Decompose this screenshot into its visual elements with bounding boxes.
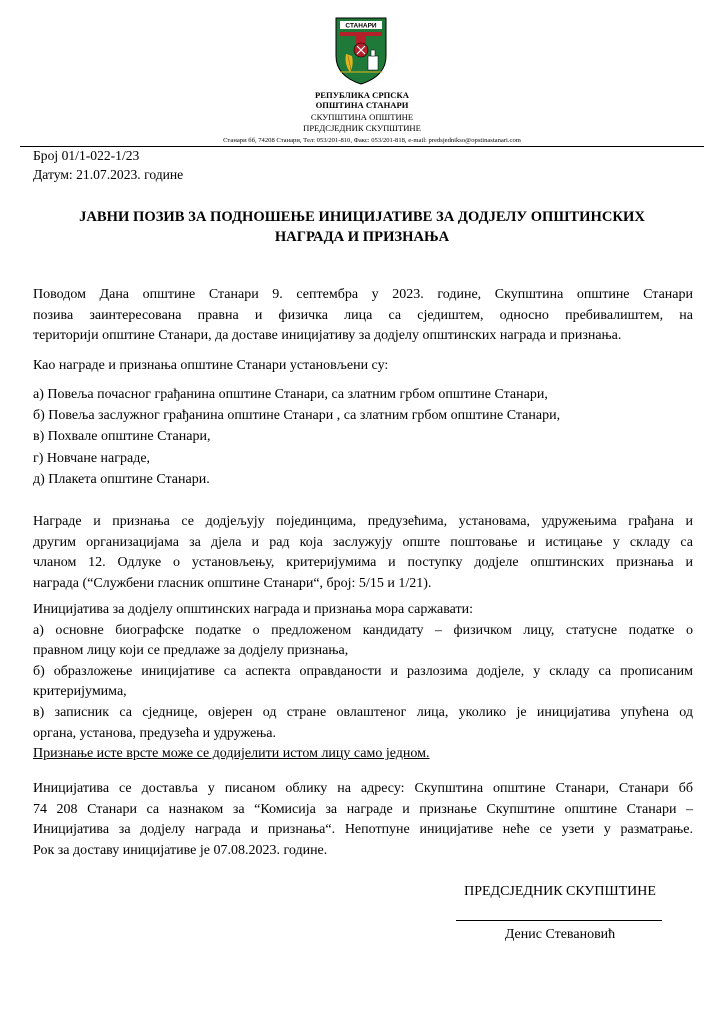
intro-paragraph — [33, 285, 693, 347]
content-note: Признање исте врсте може се додијелити истом лицу само једном. — [33, 746, 430, 762]
award-item: д) Плакета општине Станари. — [33, 471, 210, 487]
awarded-to-line: награда (“Службени гласник општине Станари“, број: 5/15 и 1/21). — [33, 575, 432, 591]
awards-intro: Као награде и признања општине Станари установљени су: — [33, 358, 389, 373]
initiative-content — [33, 600, 693, 765]
content-item-c-cont: органа, установа, предузећа и удружења. — [33, 725, 277, 741]
header-president-office: ПРЕДСЈЕДНИК СКУПШТИНЕ — [303, 123, 421, 133]
header-address-line: Станари бб, 74208 Станари, Тел: 053/201-810, Факс: 053/201-818, e-mail: predsjedniksо@opstinastanari.com — [223, 137, 521, 144]
content-item-c: в) записник са сједнице, овјерен од стране овлаштеног лица, уколико је иницијатива упућена од — [33, 704, 693, 720]
intro-line: Поводом Дана општине Станари 9. септембра у 2023. године, Скупштина општине Станари — [33, 287, 693, 302]
submission-line: Иницијатива за додјелу награда и признања“. Непотпуне иницијативе неће се узети у разматрање. — [33, 822, 693, 838]
header-republic: РЕПУБЛИКА СРПСКА — [315, 90, 409, 100]
awards-list — [33, 384, 693, 490]
content-item-b: б) образложење иницијативе са аспекта оправданости и разлозима додјеле, у складу са прописаним — [33, 663, 693, 679]
award-item: в) Похвале општине Станари, — [33, 429, 211, 445]
award-item: б) Повеља заслужног грађанина општине Станари , са златним грбом општине Станари, — [33, 408, 561, 424]
document-date: Датум: 21.07.2023. године — [33, 167, 184, 182]
intro-line: територији општине Станари, да доставе иницијативу за додјелу општинских награда и признања. — [33, 328, 622, 344]
content-item-a: а) основне биографске податке о предложеном кандидату – физичком лицу, статусне податке о — [33, 622, 693, 638]
content-item-b-cont: критеријумима, — [33, 684, 127, 700]
award-item: г) Новчане награде, — [33, 450, 151, 466]
header-assembly: СКУПШТИНА ОПШТИНЕ — [310, 112, 414, 122]
content-item-a-cont: правном лицу који се предлаже за додјелу признања, — [33, 643, 349, 659]
document-number: Број 01/1-022-1/23 — [33, 148, 140, 163]
signature-name: Денис Стевановић — [504, 927, 616, 942]
header-municipality: ОПШТИНА СТАНАРИ — [315, 100, 409, 110]
signature-line — [456, 920, 662, 921]
intro-line: позива заинтересована правна и физичка лица са сједиштем, односно пребивалиштем, на — [33, 307, 693, 323]
award-item: а) Повеља почасног грађанина општине Станари, са златним грбом општине Станари, — [33, 387, 548, 402]
title-line-2: НАГРАДА И ПРИЗНАЊА — [274, 229, 450, 245]
title-line-1: ЈАВНИ ПОЗИВ ЗА ПОДНОШЕЊЕ ИНИЦИЈАТИВЕ ЗА ДОДЈЕЛУ ОПШТИНСКИХ — [79, 209, 645, 225]
content-intro: Иницијатива за додјелу општинских награда и признања мора саржавати: — [33, 602, 474, 617]
header-divider — [20, 146, 704, 147]
submission-line: Рок за доставу иницијативе је 07.08.2023. године. — [33, 842, 328, 858]
submission-paragraph — [33, 779, 693, 861]
submission-line: Иницијатива се доставља у писаном облику на адресу: Скупштина општине Станари, Станари бб — [33, 781, 693, 796]
signature-title: ПРЕДСЈЕДНИК СКУПШТИНЕ — [464, 884, 656, 899]
submission-line: 74 208 Станари са назнаком за “Комисија за награде и признање Скупштине општине Станари – — [33, 801, 693, 817]
awarded-to-line: Награде и признања се додјељују појединцима, предузећима, установама, удружењима грађана и — [33, 514, 693, 529]
awarded-to-line: чланом 12. Одлуке о установљењу, критеријумима и поступку додјеле општинских признања и — [33, 555, 693, 571]
document-title — [40, 207, 684, 247]
svg-text:СТАНАРИ: СТАНАРИ — [345, 22, 377, 30]
awarded-to-paragraph — [33, 512, 693, 594]
municipality-crest-logo — [334, 16, 388, 86]
awarded-to-line: другим организацијама за дјела и рад која заслужују опште поштовање и истицање у складу са — [33, 534, 693, 550]
